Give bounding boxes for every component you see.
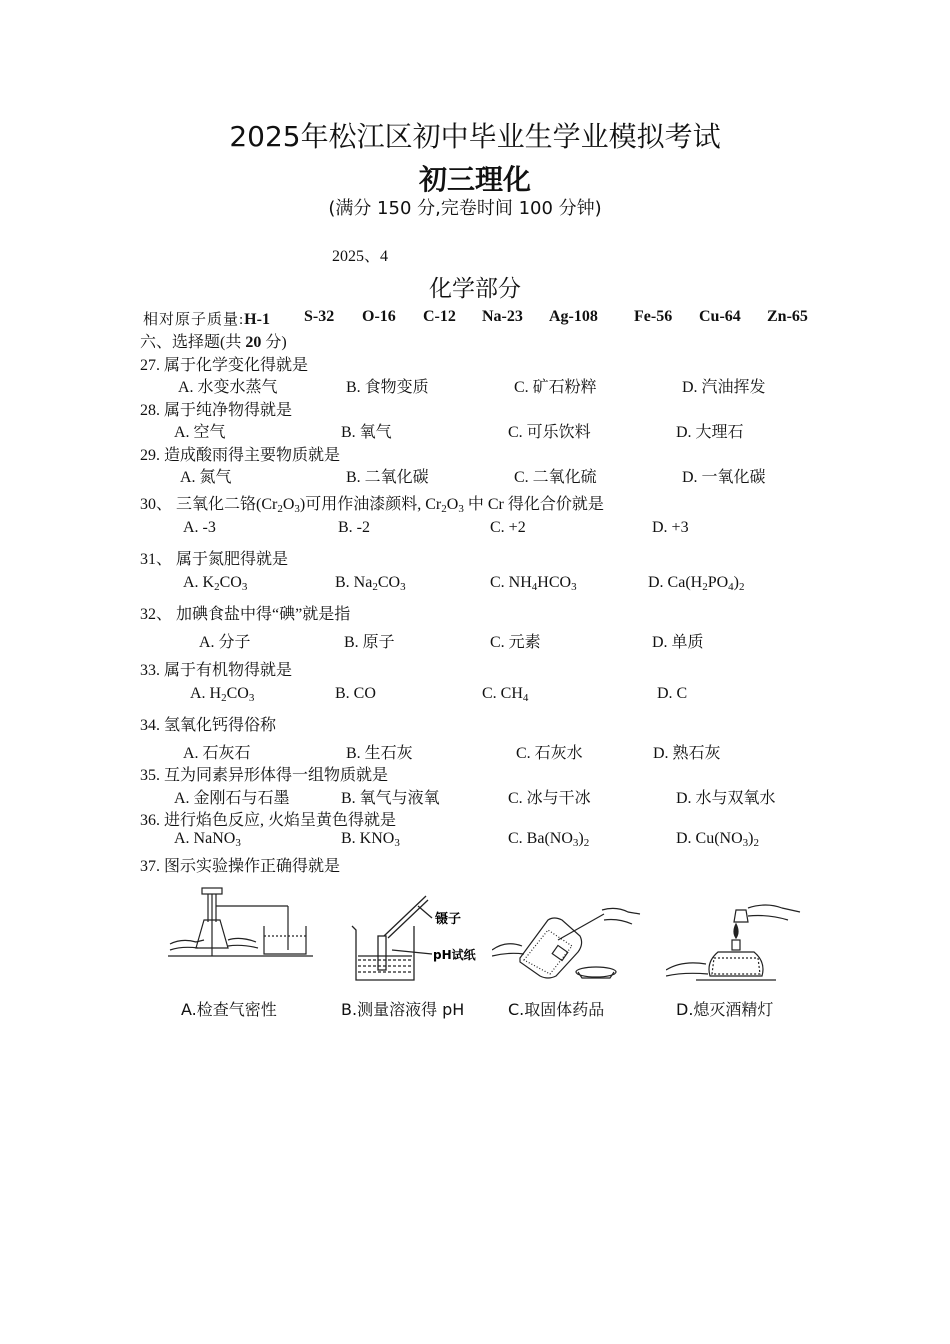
option-a: A. 分子 <box>199 634 251 651</box>
option-c: C. 二氧化硫 <box>514 469 597 486</box>
option-b: B. 氧气与液氧 <box>341 790 440 807</box>
question-stem: 31、 属于氮肥得就是 <box>140 551 289 568</box>
question-stem: 32、 加碘食盐中得“碘”就是指 <box>140 606 351 623</box>
question-stem: 37. 图示实验操作正确得就是 <box>140 858 341 875</box>
question-stem: 36. 进行焰色反应, 火焰呈黄色得就是 <box>140 812 397 829</box>
atomic-mass: C-12 <box>423 308 456 325</box>
option-d: D. C <box>657 685 688 702</box>
option-d: D. 水与双氧水 <box>676 790 776 807</box>
option-c: C. 元素 <box>490 634 541 651</box>
figure-caption: C.取固体药品 <box>508 1000 605 1019</box>
option-b: B. 氧气 <box>341 424 392 441</box>
atomic-mass: Fe-56 <box>634 308 673 325</box>
atomic-mass: O-16 <box>362 308 396 325</box>
atomic-mass: Ag-108 <box>549 308 598 325</box>
option-d: D. 大理石 <box>676 424 744 441</box>
question-stem: 27. 属于化学变化得就是 <box>140 357 309 374</box>
atomic-mass: H-1 <box>244 311 270 328</box>
figure-caption: A.检查气密性 <box>181 1000 277 1019</box>
atomic-mass: Na-23 <box>482 308 523 325</box>
option-b: B. $Na_2CO_3$ <box>335 574 406 593</box>
option-d: D. 汽油挥发 <box>682 379 766 396</box>
option-b: B. CO <box>335 685 376 702</box>
option-a: A. 金刚石与石墨 <box>174 790 290 807</box>
question-stem: 33. 属于有机物得就是 <box>140 662 293 679</box>
option-d: D. $Ca(H_2PO_4)_2$ <box>648 574 745 593</box>
option-d: D. 单质 <box>652 634 704 651</box>
figure-airtightness <box>168 882 313 962</box>
atomic-mass: Zn-65 <box>767 308 808 325</box>
option-d: D. 一氧化碳 <box>682 469 766 486</box>
option-a: A. 氮气 <box>180 469 232 486</box>
figure-caption: B.测量溶液得 pH <box>341 1000 465 1019</box>
question-stem: 35. 互为同素异形体得一组物质就是 <box>140 767 389 784</box>
option-a: A. NaNO$_3$ <box>174 830 241 849</box>
option-b: B. $KNO_3$ <box>341 830 400 849</box>
exam-subtitle: 初三理化 <box>418 163 531 196</box>
question-stem: 34. 氢氧化钙得俗称 <box>140 717 277 734</box>
option-c: C. +2 <box>490 519 526 536</box>
question-stem: 30、 三氧化二铬$(Cr_2O_3)$可用作油漆颜料, $Cr_2O_3$ 中 Cr 得化合价就是 <box>140 496 604 515</box>
option-a: A. $K_2CO_3$ <box>183 574 248 593</box>
option-d: D. +3 <box>652 519 689 536</box>
tweezers-label: 镊子 <box>435 912 462 927</box>
section-title: 化学部分 <box>429 276 521 302</box>
figure-solid-reagent <box>492 900 642 982</box>
option-c: C. 冰与干冰 <box>508 790 591 807</box>
figure-alcohol-lamp <box>666 900 806 986</box>
atomic-mass: Cu-64 <box>699 308 741 325</box>
figure-measure-ph <box>340 890 490 986</box>
option-a: A. 石灰石 <box>183 745 251 762</box>
option-d: D. $Cu(NO_3)_2$ <box>676 830 759 849</box>
atomic-masses-label: 相对原子质量: <box>143 312 245 328</box>
option-d: D. 熟石灰 <box>653 745 721 762</box>
option-c: C. 可乐饮料 <box>508 424 591 441</box>
option-b: B. 二氧化碳 <box>346 469 429 486</box>
atomic-masses <box>143 308 808 329</box>
question-stem: 29. 造成酸雨得主要物质就是 <box>140 447 341 464</box>
option-a: A. $H_2CO_3$ <box>190 685 255 704</box>
option-a: A. 空气 <box>174 424 226 441</box>
atomic-mass: S-32 <box>304 308 335 325</box>
option-c: C. $CH_4$ <box>482 685 529 704</box>
option-b: B. 食物变质 <box>346 379 429 396</box>
exam-date: 2025、4 <box>332 248 389 265</box>
exam-meta: (满分 150 分,完卷时间 100 分钟) <box>328 198 602 219</box>
question-stem: 28. 属于纯净物得就是 <box>140 402 293 419</box>
option-b: B. 原子 <box>344 634 395 651</box>
option-c: C. $NH_4HCO_3$ <box>490 574 577 593</box>
exam-title: 2025年松江区初中毕业生学业模拟考试 <box>229 120 721 153</box>
ph-paper-label: pH试纸 <box>433 948 476 962</box>
option-b: B. -2 <box>338 519 370 536</box>
option-c: C. $Ba(NO_3)_2$ <box>508 830 590 849</box>
option-a: A. 水变水蒸气 <box>178 379 278 396</box>
option-c: C. 矿石粉粹 <box>514 379 597 396</box>
option-a: A. -3 <box>183 519 216 536</box>
figure-caption: D.熄灭酒精灯 <box>676 1000 774 1019</box>
part-heading: 六、选择题(共 20 分) <box>140 334 287 351</box>
option-b: B. 生石灰 <box>346 745 413 762</box>
option-c: C. 石灰水 <box>516 745 583 762</box>
